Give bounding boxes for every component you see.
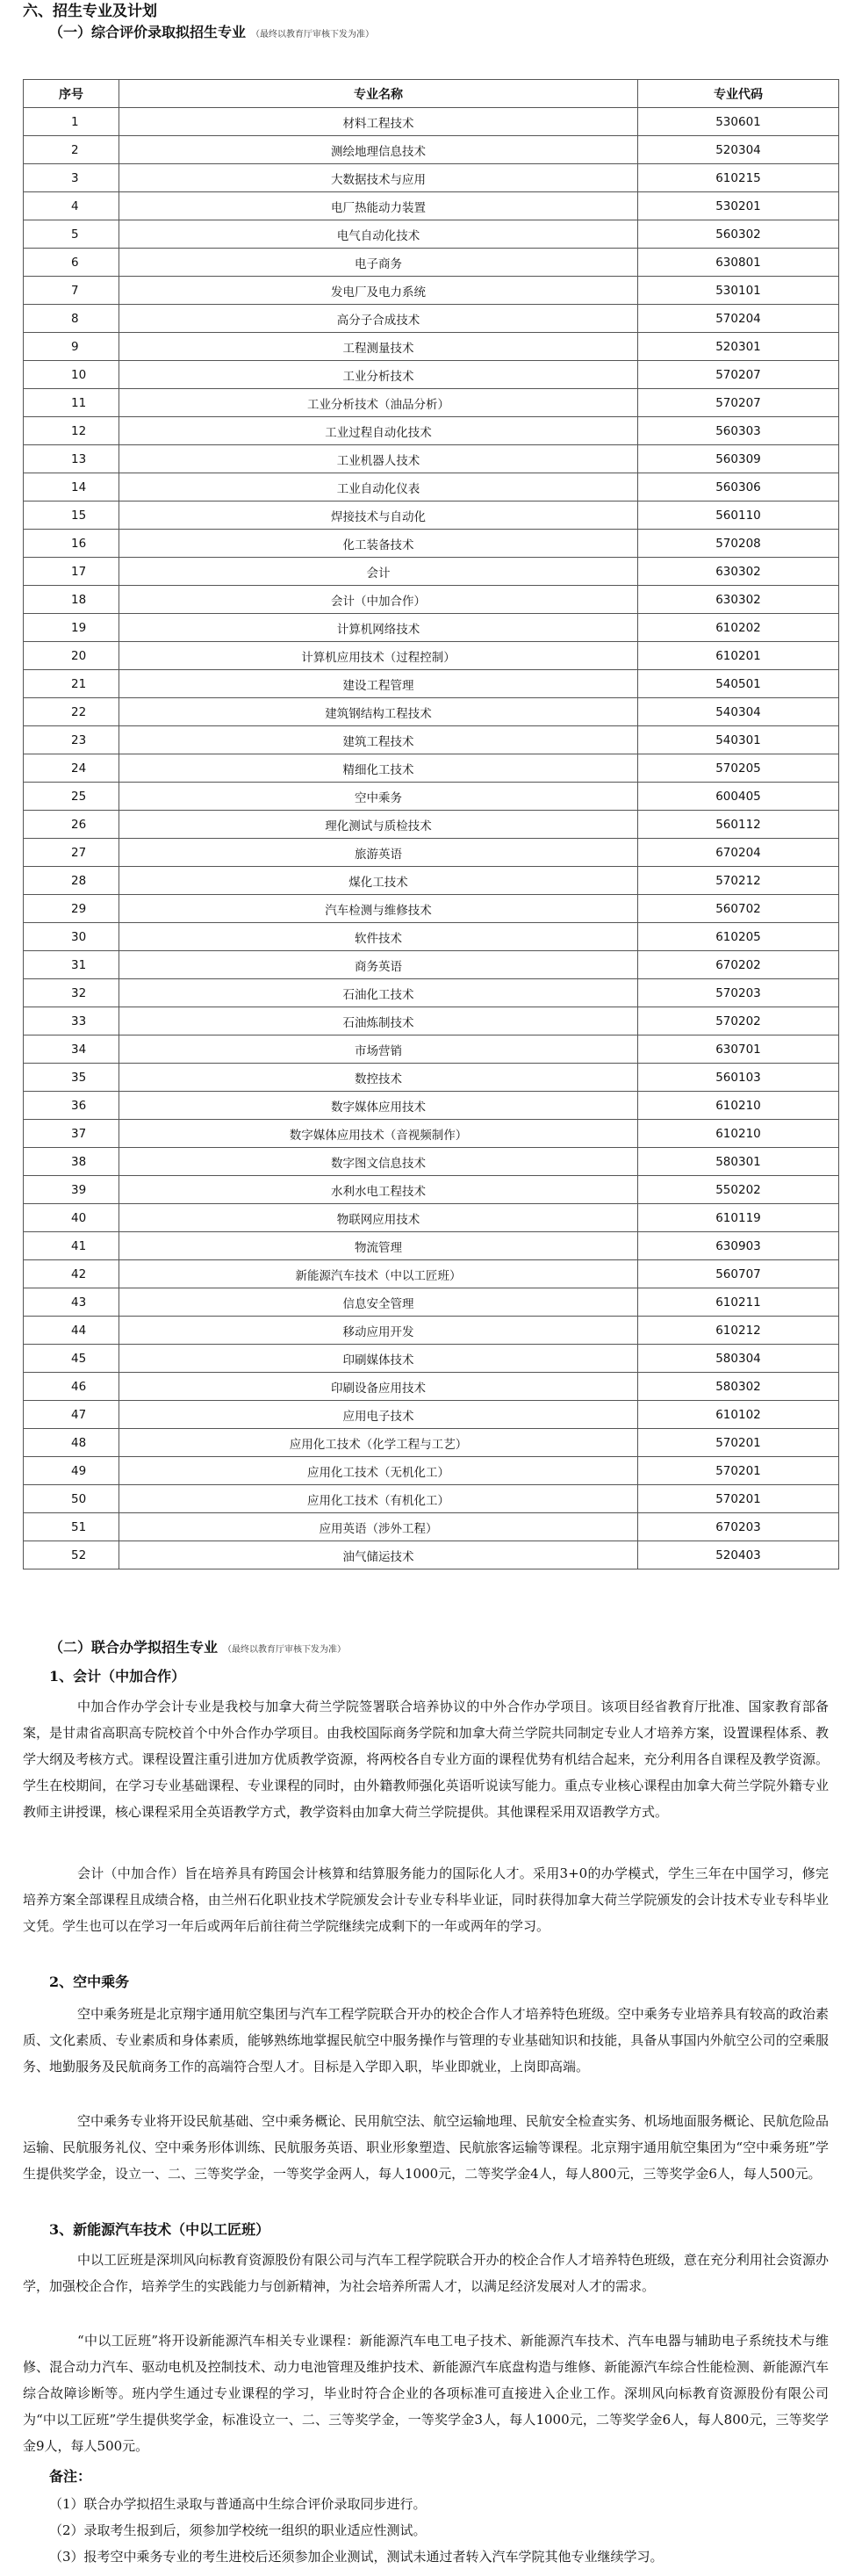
table-row (24, 1148, 839, 1176)
notes-title: 备注： (49, 2468, 92, 2485)
row-major-name: 数字图文信息技术 (119, 1148, 638, 1176)
row-seq: 32 (24, 979, 119, 1007)
row-major-name: 建筑工程技术 (119, 726, 638, 754)
row-major-name: 石油化工技术 (119, 979, 638, 1007)
row-major-code: 600405 (638, 783, 839, 811)
row-seq: 4 (24, 192, 119, 220)
row-major-name: 数字媒体应用技术（音视频制作） (119, 1120, 638, 1148)
row-major-name: 电气自动化技术 (119, 220, 638, 249)
note-item: （2）录取考生报到后，须参加学校统一组织的职业适应性测试。 (49, 2522, 427, 2538)
section-note: （最终以教育厅审核下发为准） (223, 1645, 347, 1655)
header-seq: 序号 (24, 80, 119, 108)
table-row (24, 220, 839, 249)
row-major-code: 610211 (638, 1288, 839, 1317)
row-major-code: 520304 (638, 136, 839, 164)
row-major-code: 580302 (638, 1373, 839, 1401)
table-row (24, 1035, 839, 1064)
row-major-code: 670203 (638, 1513, 839, 1541)
table-row (24, 951, 839, 979)
row-major-code: 610201 (638, 642, 839, 670)
page-heading: 六、招生专业及计划 (23, 3, 157, 20)
section-title-comprehensive (49, 23, 374, 45)
row-seq: 8 (24, 305, 119, 333)
row-seq: 22 (24, 698, 119, 726)
row-seq: 21 (24, 670, 119, 698)
row-major-name: 化工装备技术 (119, 530, 638, 558)
row-major-name: 建设工程管理 (119, 670, 638, 698)
row-major-name: 大数据技术与应用 (119, 164, 638, 192)
row-major-code: 630302 (638, 558, 839, 586)
row-major-code: 630701 (638, 1035, 839, 1064)
row-major-name: 数控技术 (119, 1064, 638, 1092)
table-row (24, 670, 839, 698)
table-row (24, 136, 839, 164)
row-seq: 29 (24, 895, 119, 923)
table-row (24, 1429, 839, 1457)
row-major-name: 数字媒体应用技术 (119, 1092, 638, 1120)
row-major-name: 应用化工技术（化学工程与工艺） (119, 1429, 638, 1457)
row-seq: 35 (24, 1064, 119, 1092)
table-row (24, 867, 839, 895)
row-major-name: 测绘地理信息技术 (119, 136, 638, 164)
table-row (24, 417, 839, 445)
row-major-name: 空中乘务 (119, 783, 638, 811)
table-row (24, 1204, 839, 1232)
row-major-code: 530601 (638, 108, 839, 136)
table-header-row (24, 80, 839, 108)
row-seq: 49 (24, 1457, 119, 1485)
table-row (24, 361, 839, 389)
row-major-code: 610102 (638, 1401, 839, 1429)
row-major-code: 560103 (638, 1064, 839, 1092)
table-body (24, 108, 839, 1569)
table-row (24, 1120, 839, 1148)
table-row (24, 1317, 839, 1345)
row-seq: 42 (24, 1260, 119, 1288)
table-row (24, 1176, 839, 1204)
table-row (24, 811, 839, 839)
row-major-name: 物流管理 (119, 1232, 638, 1260)
row-seq: 50 (24, 1485, 119, 1513)
row-major-name: 工程测量技术 (119, 333, 638, 361)
section-title-joint (49, 1638, 346, 1660)
table-row (24, 1092, 839, 1120)
table-row (24, 277, 839, 305)
row-major-code: 630801 (638, 249, 839, 277)
row-major-code: 560302 (638, 220, 839, 249)
table-row (24, 1232, 839, 1260)
row-seq: 19 (24, 614, 119, 642)
row-major-name: 工业分析技术 (119, 361, 638, 389)
row-major-name: 应用电子技术 (119, 1401, 638, 1429)
row-major-name: 旅游英语 (119, 839, 638, 867)
row-major-code: 570207 (638, 361, 839, 389)
row-seq: 25 (24, 783, 119, 811)
row-seq: 17 (24, 558, 119, 586)
row-major-name: 印刷设备应用技术 (119, 1373, 638, 1401)
row-major-name: 建筑钢结构工程技术 (119, 698, 638, 726)
nev-title: 3、新能源汽车技术（中以工匠班） (49, 2221, 270, 2238)
row-major-code: 560707 (638, 1260, 839, 1288)
row-major-name: 应用化工技术（有机化工） (119, 1485, 638, 1513)
row-seq: 34 (24, 1035, 119, 1064)
table-row (24, 895, 839, 923)
row-major-name: 工业分析技术（油品分析） (119, 389, 638, 417)
row-major-code: 560303 (638, 417, 839, 445)
table-row (24, 1513, 839, 1541)
table-row (24, 979, 839, 1007)
row-seq: 39 (24, 1176, 119, 1204)
row-major-name: 电子商务 (119, 249, 638, 277)
row-major-code: 560306 (638, 473, 839, 501)
table-row (24, 1260, 839, 1288)
row-major-name: 油气储运技术 (119, 1541, 638, 1569)
row-seq: 27 (24, 839, 119, 867)
table-row (24, 586, 839, 614)
row-major-code: 610212 (638, 1317, 839, 1345)
table-row (24, 923, 839, 951)
row-seq: 11 (24, 389, 119, 417)
row-major-name: 精细化工技术 (119, 754, 638, 783)
row-seq: 28 (24, 867, 119, 895)
table-row (24, 1064, 839, 1092)
table-row (24, 783, 839, 811)
section-note: （最终以教育厅审核下发为准） (251, 30, 375, 40)
row-major-code: 530201 (638, 192, 839, 220)
table-row (24, 1288, 839, 1317)
row-major-name: 商务英语 (119, 951, 638, 979)
row-seq: 31 (24, 951, 119, 979)
row-seq: 37 (24, 1120, 119, 1148)
row-major-code: 580301 (638, 1148, 839, 1176)
header-major-code: 专业代码 (638, 80, 839, 108)
accounting-paragraph-1: 中加合作办学会计专业是我校与加拿大荷兰学院签署联合培养协议的中外合作办学项目。该项目经省教育厅批准、国家教育部备案，是甘肃省高职高专院校首个中外合作办学项目。由我校国际商务学院和加拿大荷兰学院共同制定专业人才培养方案，设置课程体系、教学大纲及考核方式。课程设置注重引进加方优质教学资源，将两校各自专业方面的课程优势有机结合起来，充分利用各自课程及教学资源。学生在校期间，在学习专业基础课程、专业课程的同时，由外籍教师强化英语听说读写能力。重点专业核心课程由加拿大荷兰学院外籍专业教师主讲授课，核心课程采用全英语教学方式，教学资料由加拿大荷兰学院提供。其他课程采用双语教学方式。 (23, 1699, 829, 1820)
nev-paragraph-2: “中以工匠班”将开设新能源汽车相关专业课程：新能源汽车电工电子技术、新能源汽车技术、汽车电器与辅助电子系统技术与维修、混合动力汽车、驱动电机及控制技术、动力电池管理及维护技术、新能源汽车底盘构造与维修、新能源汽车综合性能检测、新能源汽车综合故障诊断等。班内学生通过专业课程的学习，毕业时符合企业的各项标准可直接进入企业工作。深圳风向标教育资源股份有限公司为“中以工匠班”学生提供奖学金，标准设立一、二、三等奖学金，一等奖学金3人，每人1000元，二等奖学金6人，每人800元，三等奖学金9人，每人500元。 (23, 2333, 829, 2454)
row-major-name: 市场营销 (119, 1035, 638, 1064)
table-row (24, 501, 839, 530)
row-seq: 52 (24, 1541, 119, 1569)
row-major-name: 会计 (119, 558, 638, 586)
row-major-code: 520301 (638, 333, 839, 361)
table-row (24, 558, 839, 586)
row-seq: 33 (24, 1007, 119, 1035)
row-major-code: 580304 (638, 1345, 839, 1373)
row-seq: 16 (24, 530, 119, 558)
row-major-code: 540301 (638, 726, 839, 754)
row-seq: 36 (24, 1092, 119, 1120)
table-row (24, 1457, 839, 1485)
row-major-name: 工业过程自动化技术 (119, 417, 638, 445)
row-major-name: 信息安全管理 (119, 1288, 638, 1317)
row-major-code: 570207 (638, 389, 839, 417)
row-major-code: 610119 (638, 1204, 839, 1232)
row-seq: 30 (24, 923, 119, 951)
row-major-name: 新能源汽车技术（中以工匠班） (119, 1260, 638, 1288)
row-major-name: 软件技术 (119, 923, 638, 951)
row-seq: 23 (24, 726, 119, 754)
row-seq: 10 (24, 361, 119, 389)
row-seq: 14 (24, 473, 119, 501)
row-seq: 40 (24, 1204, 119, 1232)
row-seq: 3 (24, 164, 119, 192)
row-seq: 47 (24, 1401, 119, 1429)
row-major-code: 570203 (638, 979, 839, 1007)
row-major-name: 理化测试与质检技术 (119, 811, 638, 839)
table-row (24, 1007, 839, 1035)
table-row (24, 754, 839, 783)
table-row (24, 249, 839, 277)
row-major-code: 560309 (638, 445, 839, 473)
table-row (24, 530, 839, 558)
row-major-name: 物联网应用技术 (119, 1204, 638, 1232)
row-seq: 51 (24, 1513, 119, 1541)
row-seq: 18 (24, 586, 119, 614)
row-major-code: 610215 (638, 164, 839, 192)
row-seq: 24 (24, 754, 119, 783)
section-title-text: （一）综合评价录取拟招生专业 (49, 24, 247, 40)
row-major-name: 移动应用开发 (119, 1317, 638, 1345)
row-major-code: 610202 (638, 614, 839, 642)
table-row (24, 389, 839, 417)
row-major-code: 520403 (638, 1541, 839, 1569)
table-row (24, 192, 839, 220)
row-major-name: 石油炼制技术 (119, 1007, 638, 1035)
row-seq: 7 (24, 277, 119, 305)
cabin-crew-title: 2、空中乘务 (49, 1973, 130, 1990)
table-row (24, 726, 839, 754)
row-major-name: 发电厂及电力系统 (119, 277, 638, 305)
row-seq: 20 (24, 642, 119, 670)
row-major-code: 540501 (638, 670, 839, 698)
table-row (24, 839, 839, 867)
table-row (24, 108, 839, 136)
row-major-code: 570201 (638, 1485, 839, 1513)
row-major-code: 560702 (638, 895, 839, 923)
table-row (24, 333, 839, 361)
row-major-code: 630903 (638, 1232, 839, 1260)
row-major-name: 水利水电工程技术 (119, 1176, 638, 1204)
section-title-text: （二）联合办学拟招生专业 (49, 1639, 219, 1656)
row-major-code: 570204 (638, 305, 839, 333)
row-seq: 2 (24, 136, 119, 164)
row-major-code: 610210 (638, 1092, 839, 1120)
row-major-name: 高分子合成技术 (119, 305, 638, 333)
cabin-crew-paragraph-1: 空中乘务班是北京翔宇通用航空集团与汽车工程学院联合开办的校企合作人才培养特色班级。空中乘务专业培养具有较高的政治素质、文化素质、专业素质和身体素质，能够熟练地掌握民航空中服务操作与管理的专业基础知识和技能，具备从事国内外航空公司的空乘服务、地勤服务及民航商务工作的高端符合型人才。目标是入学即入职，毕业即就业，上岗即高端。 (23, 2006, 829, 2075)
row-major-code: 540304 (638, 698, 839, 726)
table-row (24, 1485, 839, 1513)
row-major-name: 煤化工技术 (119, 867, 638, 895)
majors-table (23, 79, 839, 1569)
row-major-name: 材料工程技术 (119, 108, 638, 136)
row-seq: 9 (24, 333, 119, 361)
row-major-code: 570202 (638, 1007, 839, 1035)
row-major-name: 印刷媒体技术 (119, 1345, 638, 1373)
row-major-code: 550202 (638, 1176, 839, 1204)
note-item: （3）报考空中乘务专业的考生进校后还须参加企业测试，测试未通过者转入汽车学院其他专业继续学习。 (49, 2549, 664, 2565)
table-row (24, 473, 839, 501)
row-major-code: 530101 (638, 277, 839, 305)
row-major-name: 电厂热能动力装置 (119, 192, 638, 220)
table-row (24, 614, 839, 642)
row-seq: 26 (24, 811, 119, 839)
cabin-crew-paragraph-2: 空中乘务专业将开设民航基础、空中乘务概论、民用航空法、航空运输地理、民航安全检查实务、机场地面服务概论、民航危险品运输、民航服务礼仪、空中乘务形体训练、民航服务英语、职业形象塑造、民航旅客运输等课程。北京翔宇通用航空集团为“空中乘务班”学生提供奖学金，设立一、二、三等奖学金，一等奖学金两人，每人1000元，二等奖学金4人，每人800元，三等奖学金6人，每人500元。 (23, 2113, 829, 2182)
table-row (24, 445, 839, 473)
row-major-code: 570201 (638, 1429, 839, 1457)
row-seq: 38 (24, 1148, 119, 1176)
row-major-code: 570212 (638, 867, 839, 895)
row-major-code: 670202 (638, 951, 839, 979)
table-row (24, 1401, 839, 1429)
row-major-name: 计算机网络技术 (119, 614, 638, 642)
row-major-name: 应用英语（涉外工程） (119, 1513, 638, 1541)
table-row (24, 1373, 839, 1401)
table-row (24, 164, 839, 192)
row-major-code: 570201 (638, 1457, 839, 1485)
row-major-code: 610205 (638, 923, 839, 951)
row-seq: 43 (24, 1288, 119, 1317)
row-major-name: 工业机器人技术 (119, 445, 638, 473)
table-row (24, 305, 839, 333)
table-row (24, 1345, 839, 1373)
table-row (24, 1541, 839, 1569)
header-major-name: 专业名称 (119, 80, 638, 108)
note-item: （1）联合办学拟招生录取与普通高中生综合评价录取同步进行。 (49, 2496, 427, 2512)
row-seq: 44 (24, 1317, 119, 1345)
row-seq: 15 (24, 501, 119, 530)
row-major-code: 610210 (638, 1120, 839, 1148)
row-major-code: 630302 (638, 586, 839, 614)
row-major-name: 计算机应用技术（过程控制） (119, 642, 638, 670)
row-major-code: 560110 (638, 501, 839, 530)
row-seq: 6 (24, 249, 119, 277)
row-seq: 13 (24, 445, 119, 473)
accounting-paragraph-2: 会计（中加合作）旨在培养具有跨国会计核算和结算服务能力的国际化人才。采用3+0的办学模式，学生三年在中国学习，修完培养方案全部课程且成绩合格，由兰州石化职业技术学院颁发会计专业专科毕业证，同时获得加拿大荷兰学院颁发的会计技术专业专科毕业文凭。学生也可以在学习一年后或两年后前往荷兰学院继续完成剩下的一年或两年的学习。 (23, 1865, 829, 1934)
row-major-code: 570208 (638, 530, 839, 558)
table-row (24, 698, 839, 726)
table-row (24, 642, 839, 670)
row-seq: 5 (24, 220, 119, 249)
row-major-code: 670204 (638, 839, 839, 867)
row-seq: 48 (24, 1429, 119, 1457)
nev-paragraph-1: 中以工匠班是深圳风向标教育资源股份有限公司与汽车工程学院联合开办的校企合作人才培养特色班级，意在充分利用社会资源办学，加强校企合作，培养学生的实践能力与创新精神，为社会培养所需人才，以满足经济发展对人才的需求。 (23, 2252, 829, 2294)
row-seq: 46 (24, 1373, 119, 1401)
row-seq: 45 (24, 1345, 119, 1373)
accounting-title: 1、会计（中加合作） (49, 1668, 186, 1685)
row-seq: 12 (24, 417, 119, 445)
row-major-name: 焊接技术与自动化 (119, 501, 638, 530)
row-major-code: 570205 (638, 754, 839, 783)
row-major-code: 560112 (638, 811, 839, 839)
row-major-name: 汽车检测与维修技术 (119, 895, 638, 923)
row-major-name: 工业自动化仪表 (119, 473, 638, 501)
row-major-name: 会计（中加合作） (119, 586, 638, 614)
row-major-name: 应用化工技术（无机化工） (119, 1457, 638, 1485)
row-seq: 41 (24, 1232, 119, 1260)
row-seq: 1 (24, 108, 119, 136)
